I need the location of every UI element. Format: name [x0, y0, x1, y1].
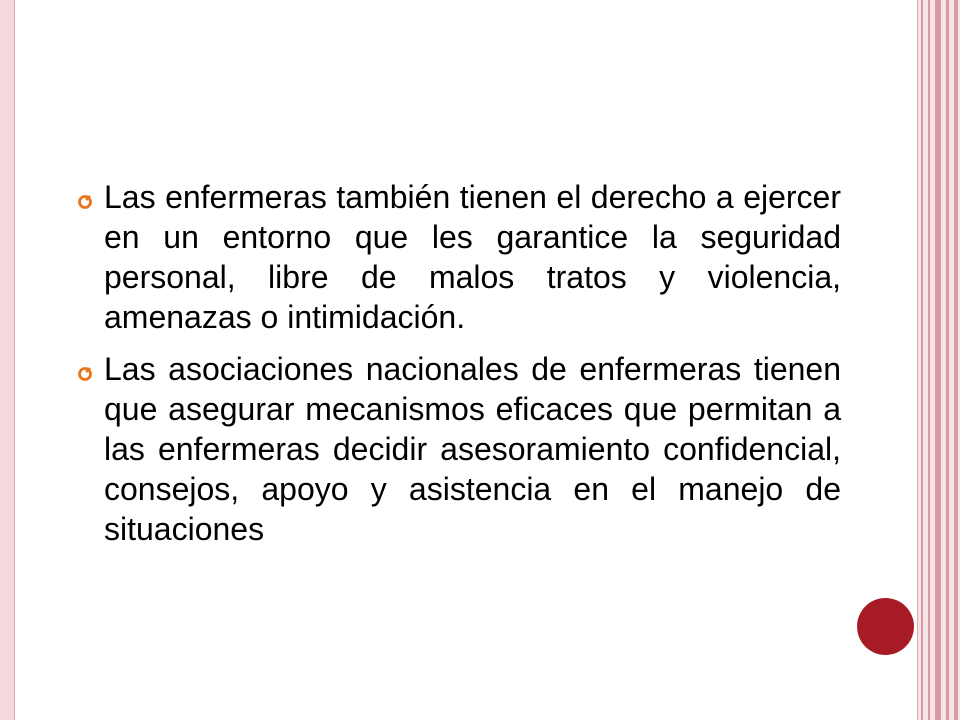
- bullet-item: [77, 349, 841, 549]
- circle-ring-bullet-icon: [77, 366, 93, 382]
- bullet-text: Las enfermeras también tienen el derecho a ejercer en un entorno que les garantice la seguridad personal, libre de malos tratos y violencia, amenazas o intimidación.: [104, 179, 841, 335]
- bullet-text: Las asociaciones nacionales de enfermeras tienen que asegurar mecanismos eficaces que permitan a las enfermeras decidir asesoramiento confidencial, consejos, apoyo y asistencia en el manejo de situaciones: [104, 351, 841, 547]
- circle-ring-bullet-icon: [77, 194, 93, 210]
- decorative-side-stripes: [918, 0, 960, 720]
- stripe: [946, 0, 949, 720]
- stripe: [928, 0, 930, 720]
- stripe: [921, 0, 923, 720]
- accent-circle: [857, 598, 914, 655]
- stripe: [954, 0, 958, 720]
- slide-frame: [14, 0, 918, 720]
- slide-content: [77, 177, 841, 561]
- stripe: [935, 0, 941, 720]
- bullet-item: [77, 177, 841, 337]
